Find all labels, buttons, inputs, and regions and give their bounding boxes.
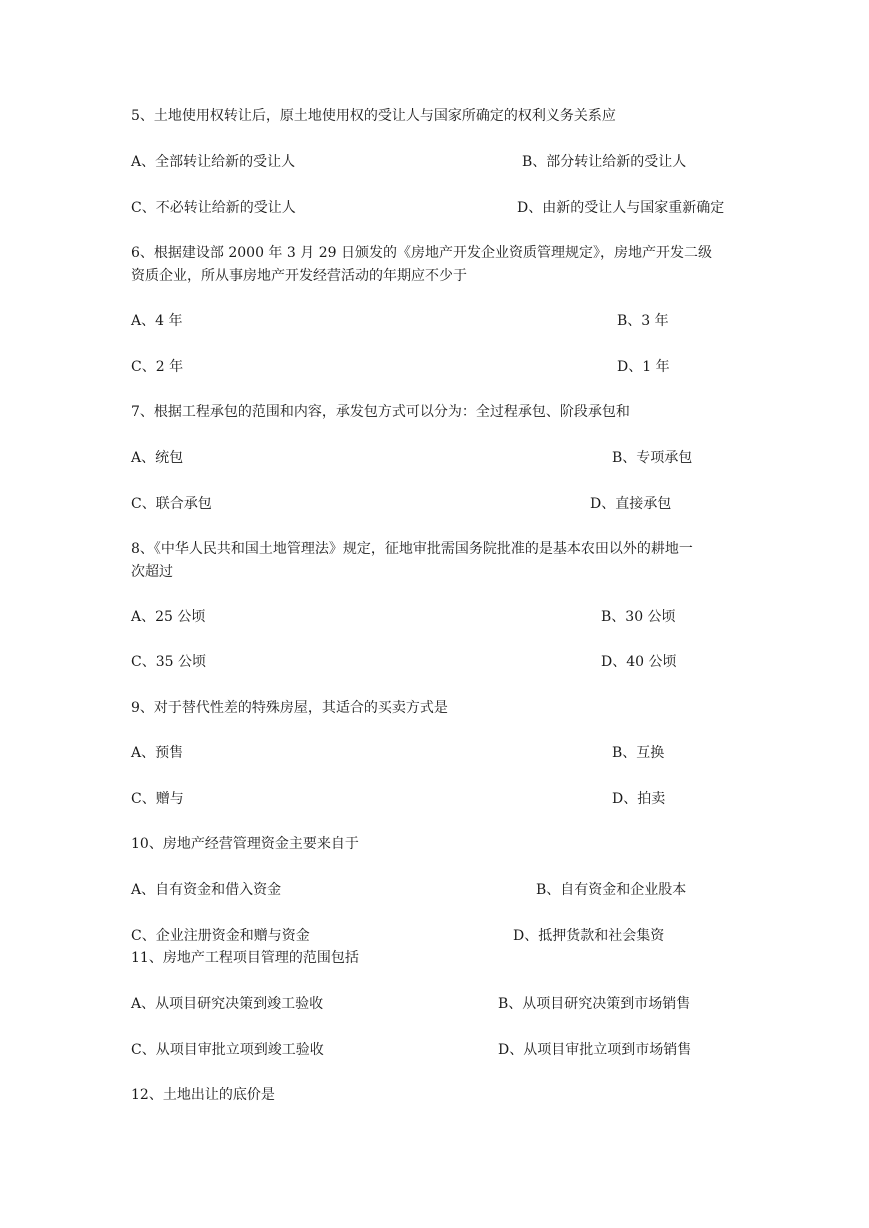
question-10-option-a: A、自有资金和借入资金: [131, 882, 282, 898]
question-6-option-d: D、1 年: [617, 359, 670, 375]
question-12-stem: 12、土地出让的底价是: [131, 1087, 275, 1103]
question-5-option-c: C、不必转让给新的受让人: [131, 200, 296, 216]
question-9-stem: 9、对于替代性差的特殊房屋，其适合的买卖方式是: [131, 700, 448, 716]
question-7-option-b: B、专项承包: [612, 450, 693, 466]
question-9-option-c: C、赠与: [131, 791, 184, 807]
question-5-option-b: B、部分转让给新的受让人: [522, 154, 687, 170]
question-6-stem-line-1: 6、根据建设部 2000 年 3 月 29 日颁发的《房地产开发企业资质管理规定》，房地产开发二级: [131, 245, 712, 261]
question-7-option-c: C、联合承包: [131, 496, 212, 512]
question-11-option-d: D、从项目审批立项到市场销售: [498, 1042, 692, 1058]
question-7-stem: 7、根据工程承包的范围和内容，承发包方式可以分为：全过程承包、阶段承包和: [131, 404, 630, 420]
question-8-option-a: A、25 公顷: [131, 609, 206, 625]
question-6-option-b: B、3 年: [617, 313, 669, 329]
question-10-option-c: C、企业注册资金和赠与资金: [131, 928, 310, 944]
question-6-stem-line-2: 资质企业，所从事房地产开发经营活动的年期应不少于: [131, 268, 467, 284]
question-8-stem-line-1: 8、《中华人民共和国土地管理法》规定，征地审批需国务院批准的是基本农田以外的耕地一: [131, 541, 693, 557]
question-8-stem-line-2: 次超过: [131, 564, 173, 580]
question-9-option-b: B、互换: [612, 745, 665, 761]
question-9-option-d: D、拍卖: [612, 791, 666, 807]
question-6-option-c: C、2 年: [131, 359, 184, 375]
question-11-option-a: A、从项目研究决策到竣工验收: [131, 996, 324, 1012]
question-5-option-d: D、由新的受让人与国家重新确定: [517, 200, 725, 216]
question-11-option-b: B、从项目研究决策到市场销售: [498, 996, 691, 1012]
question-11-option-c: C、从项目审批立项到竣工验收: [131, 1042, 324, 1058]
question-6-option-a: A、4 年: [131, 313, 183, 329]
question-5-stem: 5、土地使用权转让后，原土地使用权的受让人与国家所确定的权利义务关系应: [131, 108, 616, 124]
question-7-option-d: D、直接承包: [590, 496, 672, 512]
question-8-option-d: D、40 公顷: [601, 654, 677, 670]
question-8-option-c: C、35 公顷: [131, 654, 206, 670]
question-10-stem: 10、房地产经营管理资金主要来自于: [131, 836, 359, 852]
question-9-option-a: A、预售: [131, 745, 184, 761]
question-8-option-b: B、30 公顷: [601, 609, 676, 625]
question-7-option-a: A、统包: [131, 450, 184, 466]
question-10-option-d: D、抵押货款和社会集资: [513, 928, 665, 944]
question-11-stem: 11、房地产工程项目管理的范围包括: [131, 950, 359, 966]
question-10-option-b: B、自有资金和企业股本: [536, 882, 687, 898]
question-5-option-a: A、全部转让给新的受让人: [131, 154, 296, 170]
